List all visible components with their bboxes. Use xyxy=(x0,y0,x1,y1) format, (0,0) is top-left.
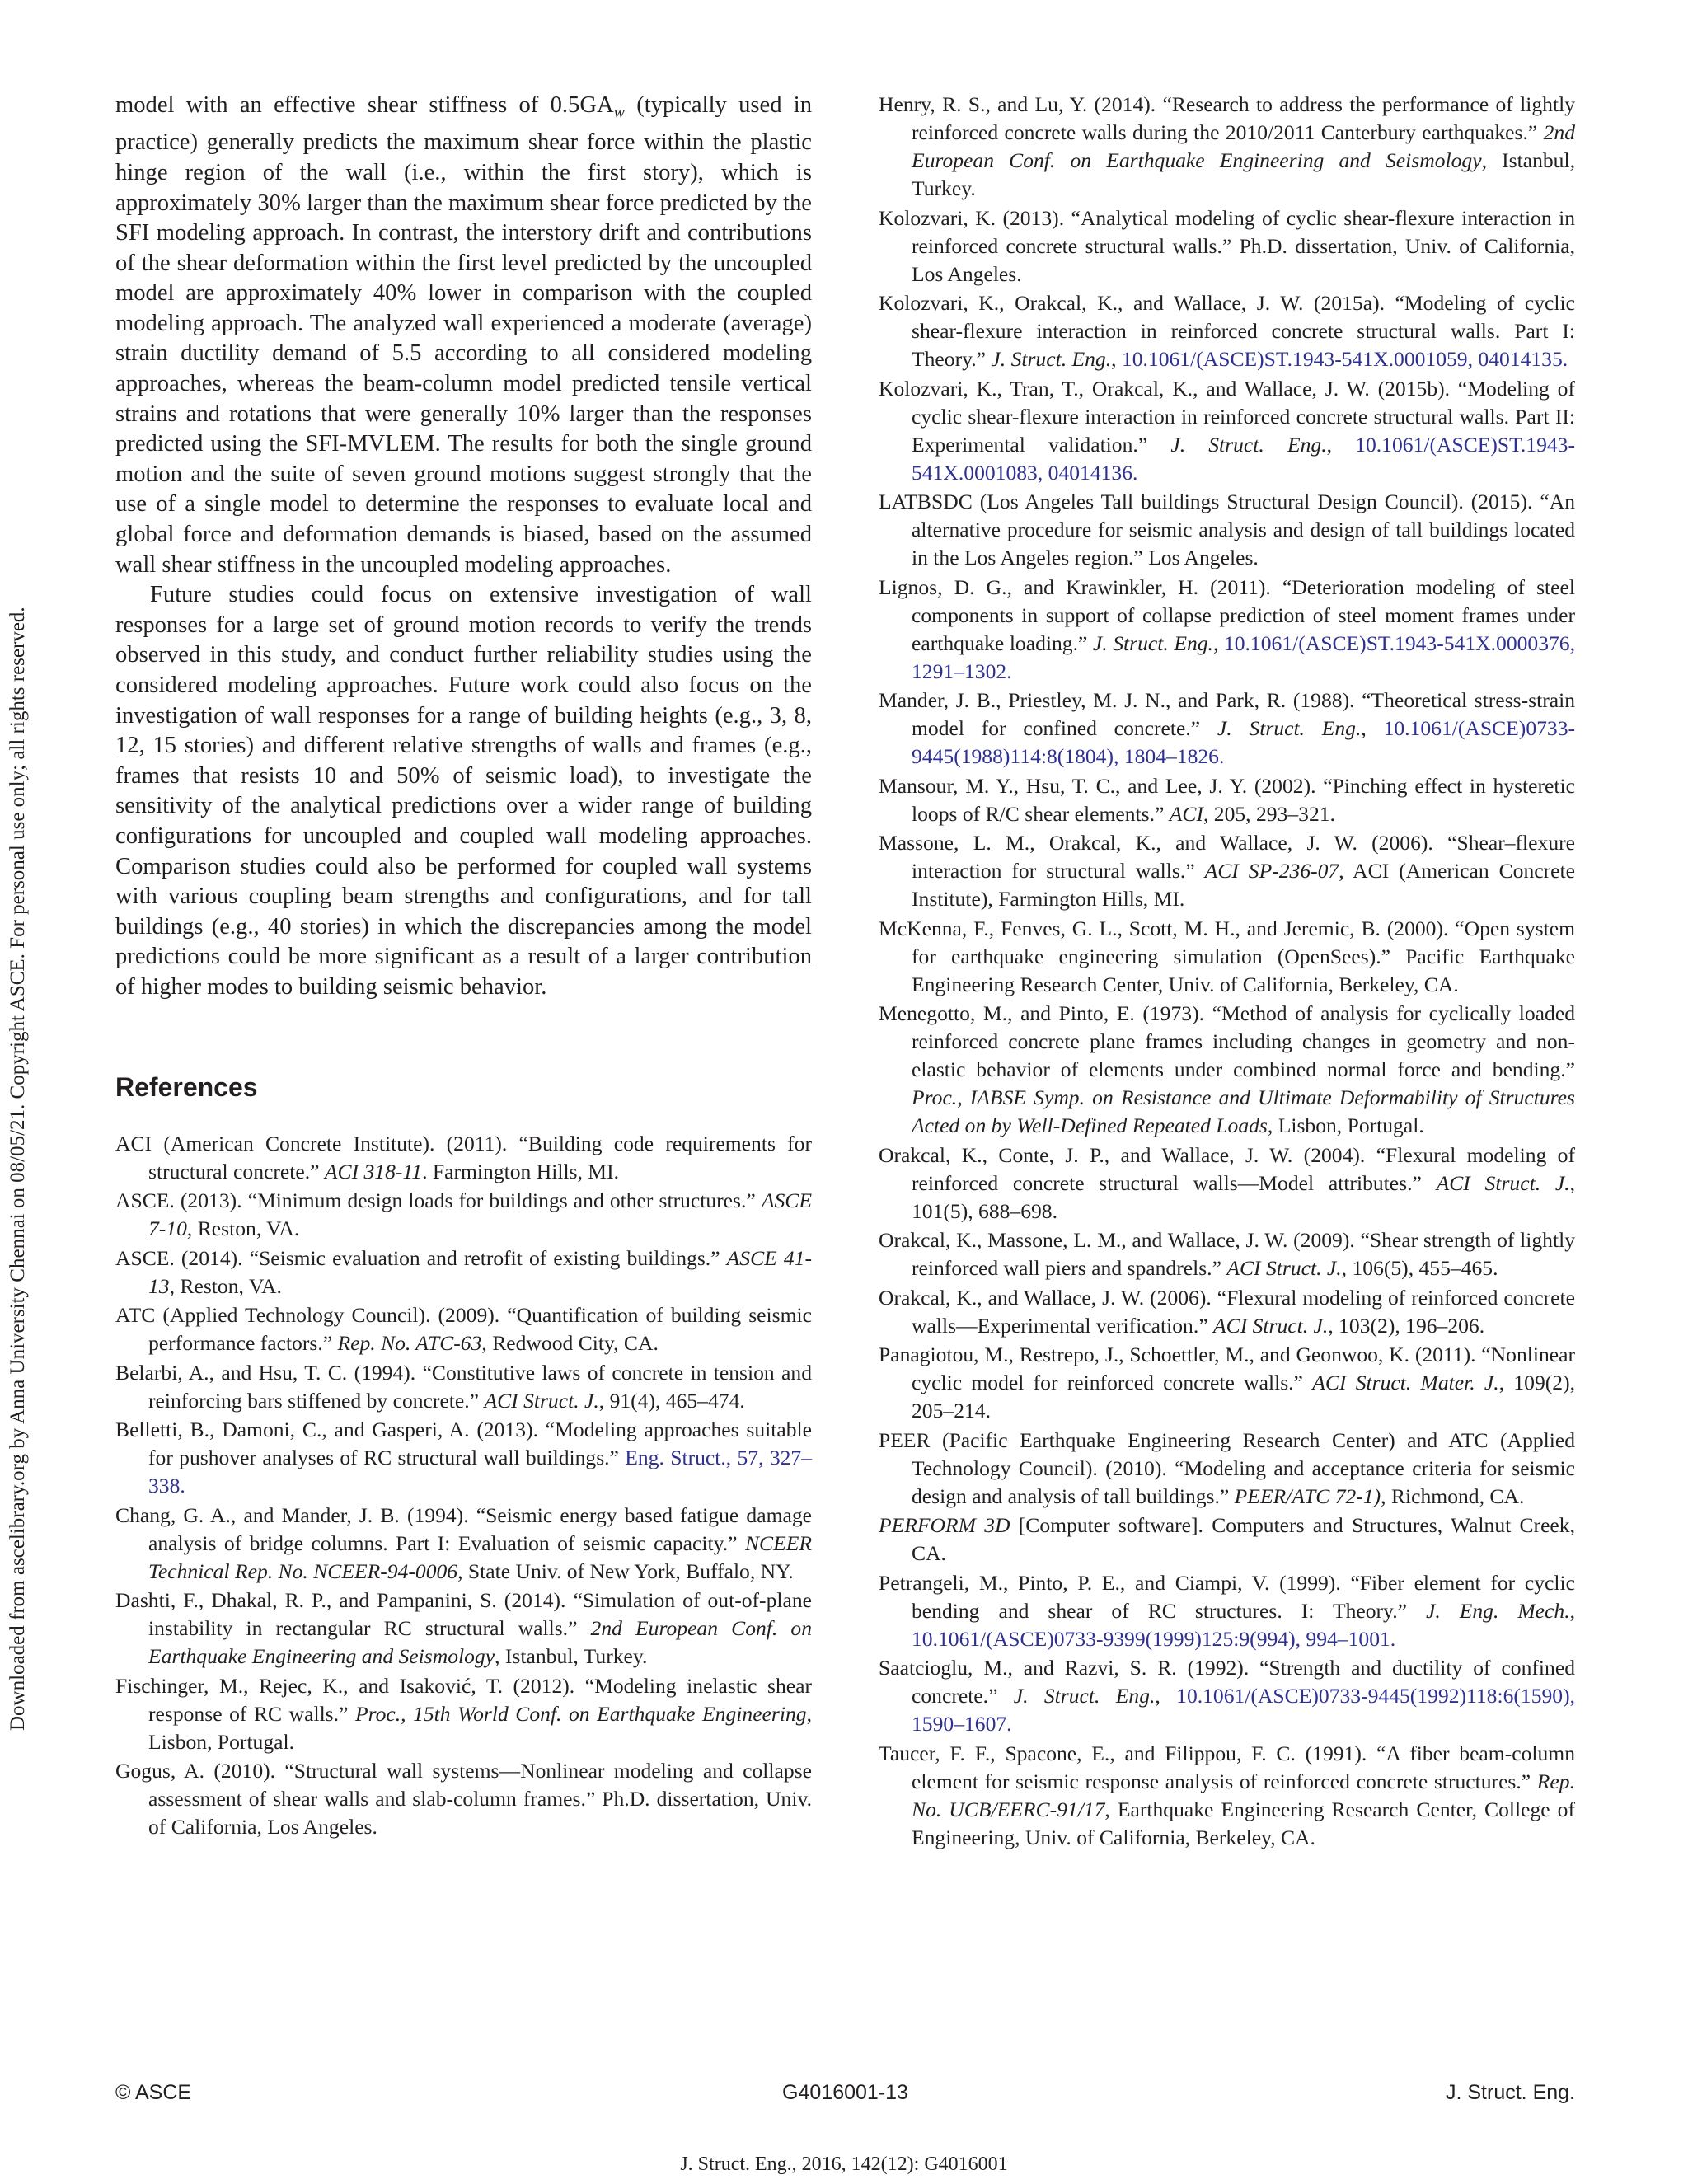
reference-text: . Farmington Hills, MI. xyxy=(422,1159,619,1183)
reference-text: J. Eng. Mech. xyxy=(1425,1598,1570,1623)
reference-text: 2nd European Conf. on Earthquake Engineering and Seismology xyxy=(148,1616,812,1669)
body-paragraph-1: model with an effective shear stiffness of $0.5GA_w$ (typically used in practice) generally predicts the maximum shear force within the plastic hinge region of the wall (i.e., within the first story), which is approximately 30% larger than the maximum shear force predicted by the SFI modeling approach. In contrast, the interstory drift and contributions of the shear deformation within the first level predicted by the uncoupled model are approximately 40% lower in comparison with the coupled modeling approach. The analyzed wall experienced a moderate (average) strain ductility demand of 5.5 according to all considered modeling approaches, whereas the beam-column model predicted tensile vertical strains and rotations that were generally 10% larger than the responses predicted using the SFI-MVLEM. The results for both the single ground motion and the suite of seven ground motions suggest strongly that the use of a single model to determine the responses to evaluate local and global force and deformation demands is biased, based on the assumed wall shear stiffness in the uncoupled modeling approaches. xyxy=(115,92,812,578)
reference-entry xyxy=(879,1740,1575,1852)
reference-text: PEER (Pacific Earthquake Engineering Research Center) and ATC (Applied Technology Council). (2010). “Modeling and acceptance criteria for seismic design and analysis of tall buildings.” xyxy=(879,1427,1575,1508)
reference-text: [Computer software]. Computers and Structures, Walnut Creek, CA. xyxy=(912,1513,1575,1565)
reference-entry xyxy=(879,1141,1575,1226)
body-paragraph-2: Future studies could focus on extensive investigation of wall responses for a large set of ground motion records to verify the trends observed in this study, and conduct further reliability studies using the considered modeling approaches. Future work could also focus on the investigation of wall responses for a range of building heights (e.g., 3, 8, 12, 15 stories) and different relative strengths of walls and frames (e.g., frames that resists 10 and 50% of seismic load), to investigate the sensitivity of the analytical predictions over a wider range of building configurations for uncoupled and coupled wall modeling approaches. Comparison studies could also be performed for coupled wall systems with various coupling beam strengths and configurations, and for tall buildings (e.g., 40 stories) in which the discrepancies among the model predictions could be more significant as a result of a larger contribution of higher modes to building seismic behavior. xyxy=(115,582,812,1000)
reference-text: Belarbi, A., and Hsu, T. C. (1994). “Constitutive laws of concrete in tension and reinforcing bars stiffened by concrete.” xyxy=(115,1360,812,1413)
reference-text: J. Struct. Eng. xyxy=(1013,1684,1156,1708)
reference-text: , xyxy=(1111,347,1122,371)
reference-text: Mander, J. B., Priestley, M. J. N., and Park, R. (1988). “Theoretical stress-strain model for confined concrete.” xyxy=(879,688,1575,740)
reference-doi-link[interactable]: 10.1061/(ASCE)0733-9445(1992)118:6(1590), 1590–1607. xyxy=(912,1684,1576,1736)
reference-text: Rep. No. UCB/EERC-91/17 xyxy=(912,1769,1575,1821)
reference-text: , Richmond, CA. xyxy=(1381,1483,1525,1508)
reference-entry xyxy=(879,488,1575,572)
reference-text: Proc., 15th World Conf. on Earthquake Engineering xyxy=(354,1701,807,1726)
reference-entry xyxy=(115,1416,812,1500)
reference-doi-link[interactable]: 10.1061/(ASCE)ST.1943-541X.0001083, 04014136. xyxy=(912,432,1576,485)
reference-text: Gogus, A. (2010). “Structural wall systems—Nonlinear modeling and collapse assessment of shear walls and slab-column frames.” Ph.D. dissertation, Univ. of California, Los Angeles. xyxy=(115,1759,812,1840)
reference-entry xyxy=(879,915,1575,999)
reference-text: Belletti, B., Damoni, C., and Gasperi, A. (2013). “Modeling approaches suitable for pushover analyses of RC structural wall buildings.” xyxy=(115,1418,812,1470)
reference-entry xyxy=(879,375,1575,487)
reference-entry xyxy=(879,204,1575,288)
reference-text: , xyxy=(1569,1598,1575,1623)
reference-text: , 103(2), 196–206. xyxy=(1328,1313,1485,1338)
reference-entry xyxy=(115,1301,812,1357)
reference-doi-link[interactable]: 10.1061/(ASCE)ST.1943-541X.0000376, 1291–1302. xyxy=(912,630,1576,683)
journal-citation: J. Struct. Eng., 2016, 142(12): G4016001 xyxy=(680,2154,1008,2175)
reference-text: Fischinger, M., Rejec, K., and Isaković, T. (2012). “Modeling inelastic shear response of RC walls.” xyxy=(115,1673,812,1726)
reference-text: Orakcal, K., and Wallace, J. W. (2006). “Flexural modeling of reinforced concrete walls—Experimental verification.” xyxy=(879,1285,1575,1338)
reference-text: ACI 318-11 xyxy=(324,1159,423,1183)
reference-text: Kolozvari, K., Orakcal, K., and Wallace, J. W. (2015a). “Modeling of cyclic shear-flexure interaction in reinforced concrete structural walls. Part I: Theory.” xyxy=(879,291,1575,371)
download-notice: Downloaded from ascelibrary.org by Anna University Chennai on 08/05/21. Copyright ASCE. For personal use only; all rights reserved. xyxy=(7,607,29,1731)
reference-entry xyxy=(115,1187,812,1243)
reference-text: ACI Struct. J. xyxy=(484,1388,599,1413)
reference-entry xyxy=(879,1654,1575,1738)
reference-text: ACI xyxy=(1169,801,1203,826)
reference-entry xyxy=(879,687,1575,771)
reference-text: PEER/ATC 72-1) xyxy=(1234,1483,1381,1508)
reference-text: Kolozvari, K. (2013). “Analytical modeling of cyclic shear-flexure interaction in reinforced concrete structural walls.” Ph.D. dissertation, Univ. of California, Los Angeles. xyxy=(879,205,1575,286)
reference-text: ACI (American Concrete Institute). (2011). “Building code requirements for structural concrete.” xyxy=(115,1131,812,1183)
reference-text: ATC (Applied Technology Council). (2009). “Quantification of building seismic performance factors.” xyxy=(115,1303,812,1356)
reference-entry xyxy=(879,574,1575,686)
reference-entry xyxy=(879,91,1575,203)
reference-text: Orakcal, K., Conte, J. P., and Wallace, J. W. (2004). “Flexural modeling of reinforced concrete structural walls—Model attributes.” xyxy=(879,1142,1575,1195)
reference-text: , 205, 293–321. xyxy=(1203,801,1335,826)
reference-text: Rep. No. ATC-63 xyxy=(337,1331,482,1356)
reference-entry xyxy=(879,772,1575,828)
reference-text: , Reston, VA. xyxy=(169,1273,282,1298)
reference-text: J. Struct. Eng. xyxy=(1092,630,1213,655)
reference-text: , xyxy=(1361,716,1384,740)
reference-entry xyxy=(115,1244,812,1301)
reference-text: Saatcioglu, M., and Razvi, S. R. (1992). “Strength and ductility of confined concrete.” xyxy=(879,1656,1575,1708)
reference-entry xyxy=(879,289,1575,373)
reference-entry xyxy=(115,1672,812,1756)
reference-text: ACI Struct. J. xyxy=(1436,1170,1570,1195)
reference-text: 2nd European Conf. on Earthquake Engineering and Seismology xyxy=(912,120,1575,172)
reference-text: ASCE. (2013). “Minimum design loads for buildings and other structures.” xyxy=(115,1188,762,1213)
reference-text: Henry, R. S., and Lu, Y. (2014). “Research to address the performance of lightly reinforced concrete walls during the 2010/2011 Canterbury earthquakes.” xyxy=(879,92,1575,144)
reference-entry xyxy=(115,1359,812,1415)
reference-text: , Redwood City, CA. xyxy=(481,1331,659,1356)
references-list-right xyxy=(879,91,1575,1852)
reference-entry xyxy=(879,1427,1575,1511)
footer-page-id: G4016001-13 xyxy=(782,2081,908,2104)
reference-entry xyxy=(115,1586,812,1671)
reference-text: ACI Struct. J. xyxy=(1226,1256,1342,1280)
reference-entry xyxy=(879,1341,1575,1425)
reference-entry xyxy=(879,1000,1575,1140)
reference-text: J. Struct. Eng. xyxy=(991,347,1112,371)
reference-entry xyxy=(879,1569,1575,1653)
right-column xyxy=(879,91,1575,1853)
reference-entry xyxy=(879,829,1575,913)
reference-text: , 109(2), 205–214. xyxy=(912,1371,1575,1422)
reference-text: , 101(5), 688–698. xyxy=(912,1170,1575,1223)
footer-copyright: © ASCE xyxy=(115,2081,192,2104)
reference-doi-link[interactable]: 10.1061/(ASCE)0733-9445(1988)114:8(1804), 1804–1826. xyxy=(912,716,1576,768)
reference-doi-link[interactable]: 10.1061/(ASCE)ST.1943-541X.0001059, 04014135. xyxy=(1121,347,1568,371)
reference-entry xyxy=(115,1757,812,1841)
reference-text: , Earthquake Engineering Research Center, College of Engineering, Univ. of California, Berkeley, CA. xyxy=(912,1797,1575,1849)
reference-text: Massone, L. M., Orakcal, K., and Wallace, J. W. (2006). “Shear–flexure interaction for structural walls.” xyxy=(879,831,1575,883)
reference-entry xyxy=(879,1511,1575,1568)
reference-text: ASCE 41-13 xyxy=(148,1245,812,1298)
reference-entry xyxy=(115,1502,812,1586)
reference-doi-link[interactable]: Eng. Struct., 57, 327–338. xyxy=(148,1446,813,1498)
reference-text: Chang, G. A., and Mander, J. B. (1994). “Seismic energy based fatigue damage analysis of bridge columns. Part I: Evaluation of seismic capacity.” xyxy=(115,1502,812,1555)
reference-text: , Lisbon, Portugal. xyxy=(148,1701,812,1754)
references-heading: References xyxy=(115,1071,258,1102)
reference-text: , xyxy=(1326,432,1356,457)
reference-text: LATBSDC (Los Angeles Tall buildings Structural Design Council). (2015). “An alternative procedure for seismic analysis and design of tall buildings located in the Los Angeles region.” Los Angeles. xyxy=(879,490,1575,569)
left-column xyxy=(115,91,812,1843)
reference-text: NCEER Technical Rep. No. NCEER-94-0006 xyxy=(148,1530,812,1583)
reference-text: Mansour, M. Y., Hsu, T. C., and Lee, J. Y. (2002). “Pinching effect in hysteretic loops of R/C shear elements.” xyxy=(879,773,1575,826)
reference-text: , xyxy=(1212,630,1224,655)
reference-text: , ACI (American Concrete Institute), Farmington Hills, MI. xyxy=(912,859,1575,911)
reference-text: Orakcal, K., Massone, L. M., and Wallace, J. W. (2009). “Shear strength of lightly reinforced wall piers and spandrels.” xyxy=(879,1228,1575,1280)
reference-text: , Lisbon, Portugal. xyxy=(1267,1113,1424,1137)
reference-text: , State Univ. of New York, Buffalo, NY. xyxy=(457,1558,794,1583)
references-list-left xyxy=(115,1130,812,1842)
reference-text: , 106(5), 455–465. xyxy=(1341,1256,1498,1280)
reference-entry xyxy=(879,1284,1575,1340)
reference-text: Panagiotou, M., Restrepo, J., Schoettler, M., and Geonwoo, K. (2011). “Nonlinear cyclic model for reinforced concrete walls.” xyxy=(879,1343,1575,1394)
reference-text: Proc., IABSE Symp. on Resistance and Ultimate Deformability of Structures Acted on by Well-Defined Repeated Loads xyxy=(912,1085,1575,1137)
reference-text: ACI SP-236-07 xyxy=(1204,859,1339,883)
reference-text: ACI Struct. Mater. J. xyxy=(1312,1371,1499,1394)
reference-text: Petrangeli, M., Pinto, P. E., and Ciampi, V. (1999). “Fiber element for cyclic bending and shear of RC structures. I: Theory.” xyxy=(879,1570,1575,1623)
page-footer xyxy=(115,2079,1575,2107)
reference-text: Lignos, D. G., and Krawinkler, H. (2011). “Deterioration modeling of steel components in support of collapse prediction of steel moment frames under earthquake loading.” xyxy=(879,574,1575,655)
reference-text: Taucer, F. F., Spacone, E., and Filippou, F. C. (1991). “A fiber beam-column element for seismic response analysis of reinforced concrete structures.” xyxy=(879,1741,1575,1793)
reference-text: , Istanbul, Turkey. xyxy=(495,1644,648,1669)
reference-text: J. Struct. Eng. xyxy=(1170,432,1327,457)
reference-text: McKenna, F., Fenves, G. L., Scott, M. H., and Jeremic, B. (2000). “Open system for earthquake engineering simulation (OpenSees).” Pacific Earthquake Engineering Research Center, Univ. of California, Berkeley, CA. xyxy=(879,916,1575,996)
reference-text: Dashti, F., Dhakal, R. P., and Pampanini, S. (2014). “Simulation of out-of-plane instability in rectangular RC structural walls.” xyxy=(115,1588,812,1641)
reference-entry xyxy=(115,1130,812,1186)
reference-text: , xyxy=(1155,1684,1177,1708)
reference-text: Kolozvari, K., Tran, T., Orakcal, K., and Wallace, J. W. (2015b). “Modeling of cyclic shear-flexure interaction in reinforced concrete structural walls. Part II: Experimental validation.” xyxy=(879,376,1575,457)
reference-text: ASCE. (2014). “Seismic evaluation and retrofit of existing buildings.” xyxy=(115,1245,727,1270)
reference-entry xyxy=(879,1226,1575,1282)
reference-text: Menegotto, M., and Pinto, E. (1973). “Method of analysis for cyclically loaded reinforced concrete plane frames including changes in geometry and non-elastic behavior of elements under combined normal force and bending.” xyxy=(879,1001,1575,1081)
reference-text: PERFORM 3D xyxy=(879,1513,1010,1537)
reference-doi-link[interactable]: 10.1061/(ASCE)0733-9399(1999)125:9(994), 994–1001. xyxy=(912,1626,1396,1651)
footer-journal: J. Struct. Eng. xyxy=(1445,2081,1575,2104)
reference-text: J. Struct. Eng. xyxy=(1217,716,1362,740)
reference-text: ASCE 7-10 xyxy=(148,1188,812,1241)
reference-text: , Istanbul, Turkey. xyxy=(912,148,1575,200)
reference-text: , 91(4), 465–474. xyxy=(598,1388,745,1413)
reference-text: ACI Struct. J. xyxy=(1213,1313,1329,1338)
reference-text: , Reston, VA. xyxy=(186,1216,300,1241)
